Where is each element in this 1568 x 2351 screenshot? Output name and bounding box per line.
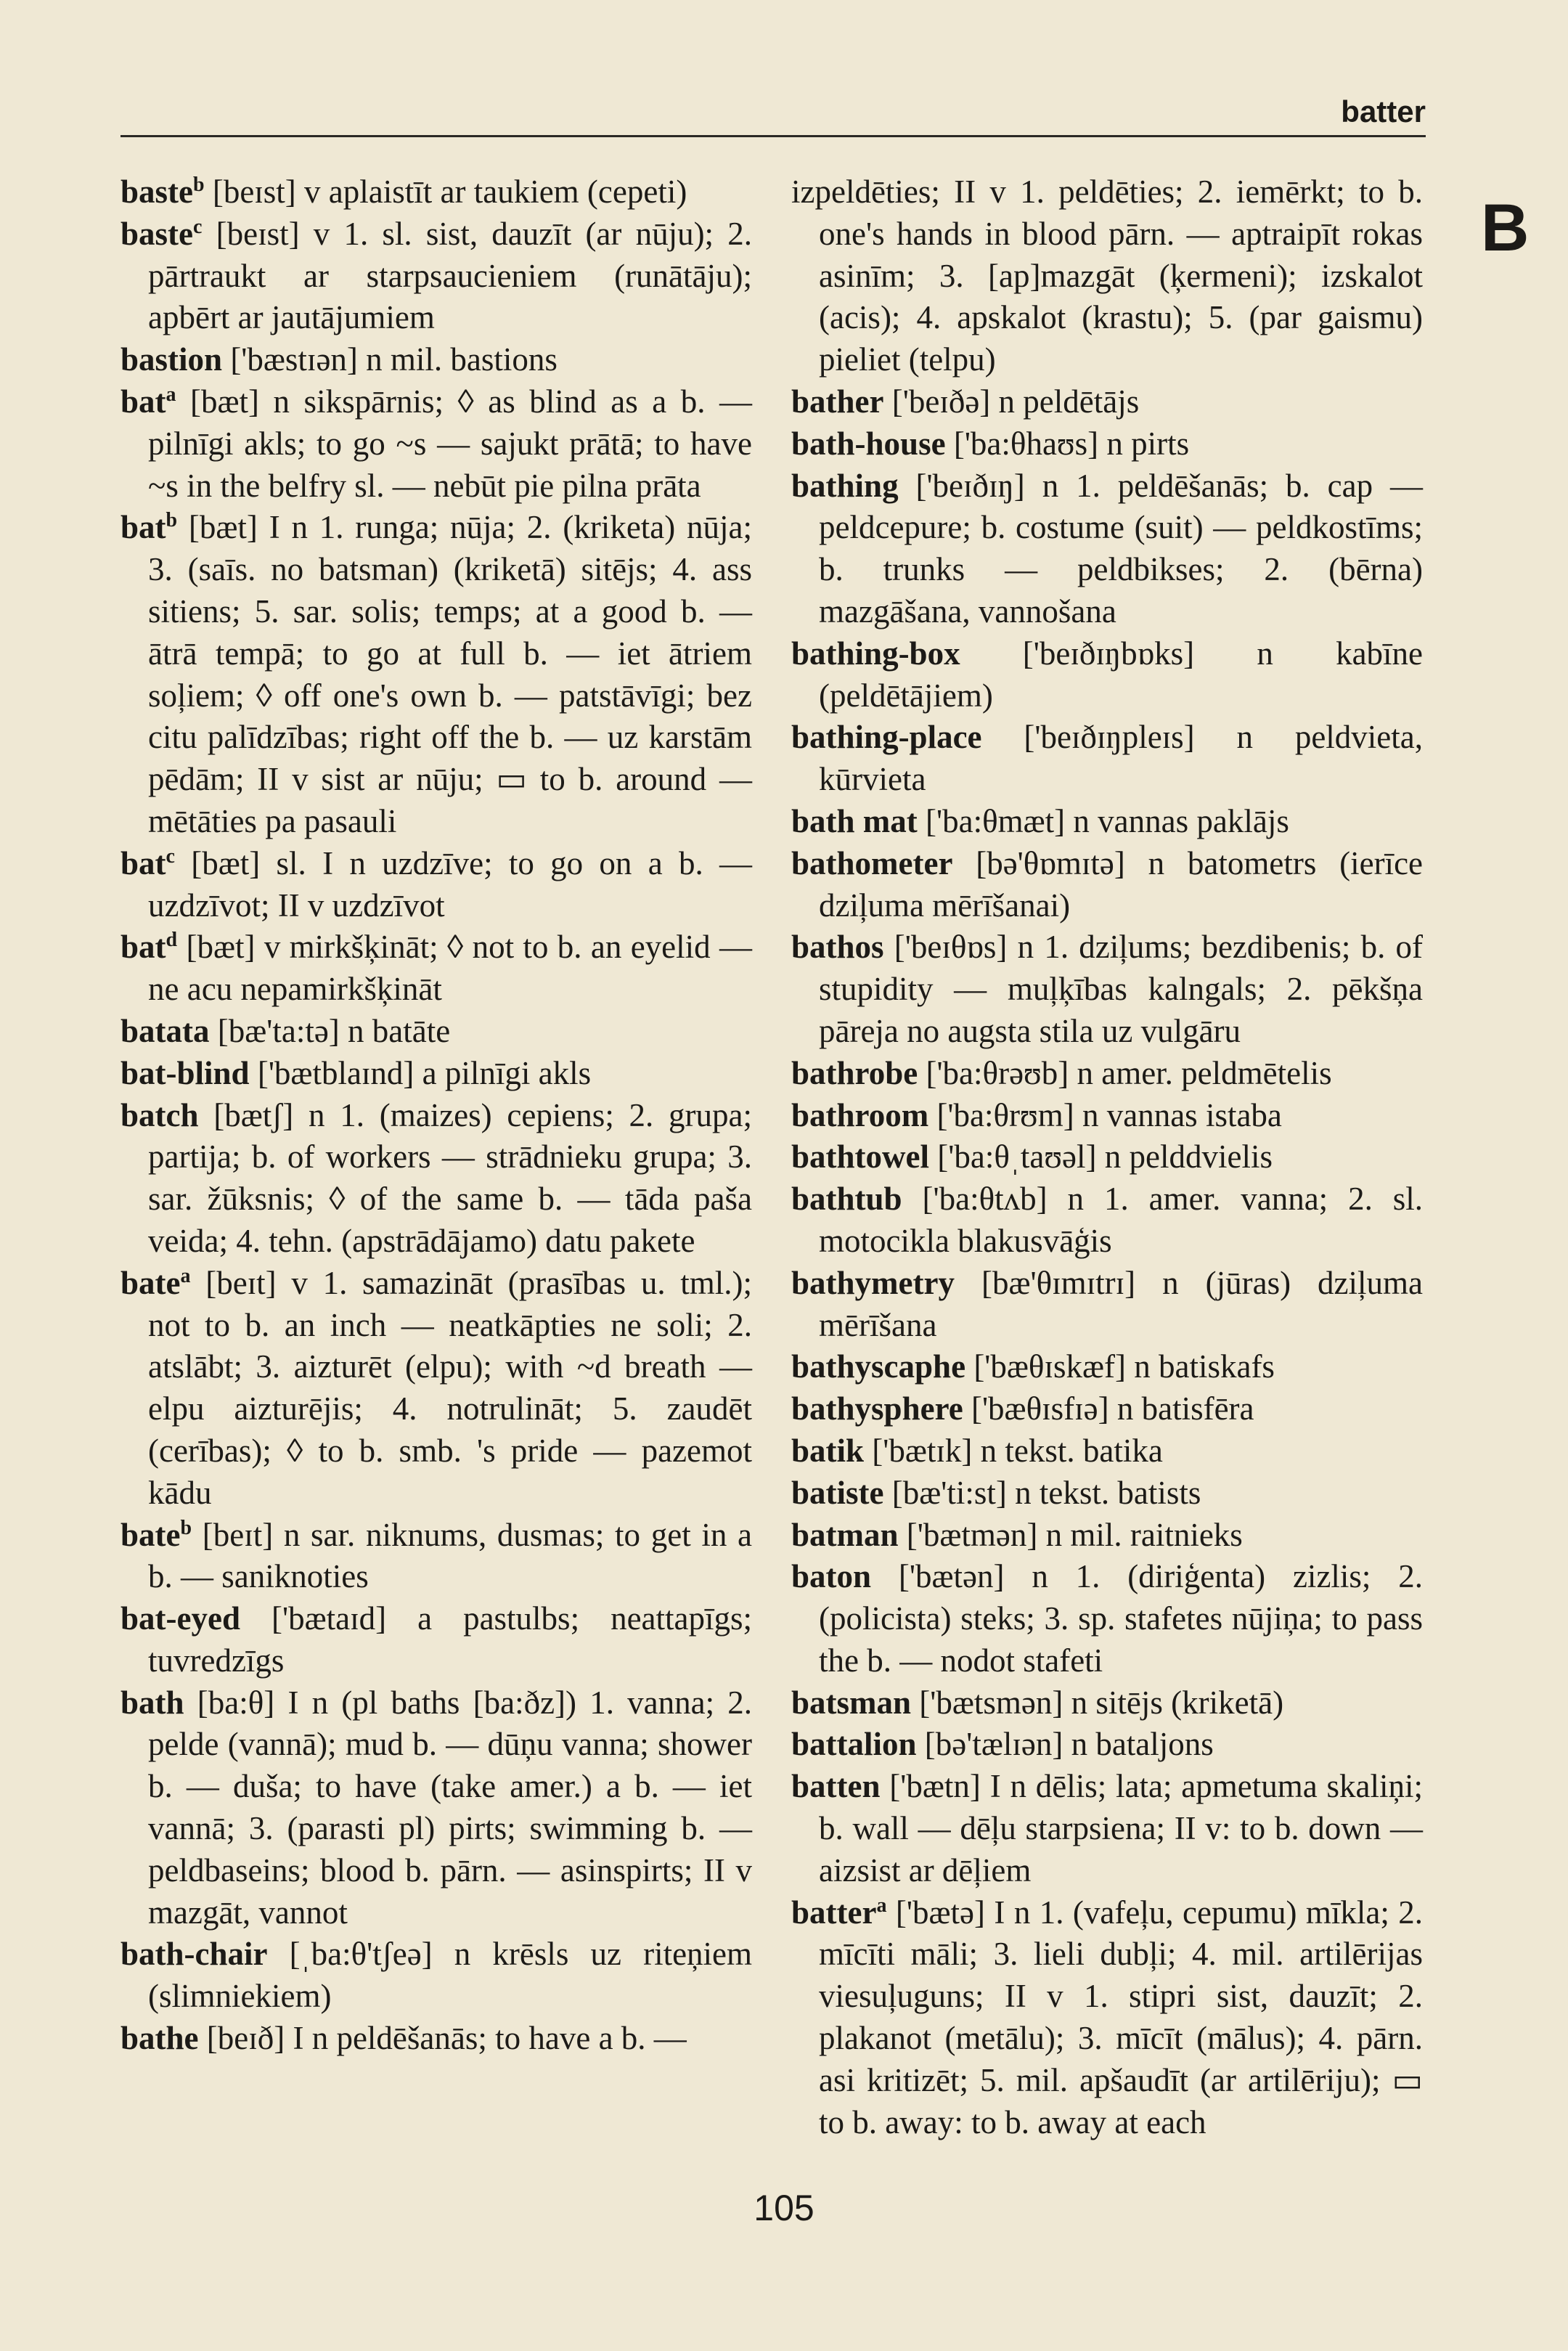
section-letter-tab: B (1481, 191, 1530, 265)
dictionary-entry (791, 633, 1423, 717)
dictionary-entry (121, 1682, 752, 1934)
headword-text: bath (121, 1684, 184, 1721)
entry-definition: n batisfēra (1116, 1390, 1254, 1427)
headword-text: batata (121, 1012, 210, 1049)
headword-text: bathysphere (791, 1390, 963, 1427)
entry-pronunciation: ['bætblaɪnd] (257, 1054, 415, 1091)
headword-text: batman (791, 1516, 899, 1553)
entry-pronunciation: [bæt] (186, 929, 256, 966)
entry-definition: sl. I n uzdzīve; to go on a b. — uzdzīvot; II v uzdzīvot (148, 844, 753, 924)
entry-definition: n batometrs (ierīce dziļuma mērīšanai) (819, 844, 1424, 924)
entry-definition: v mirkšķināt; ◊ not to b. an eyelid — ne acu nepamirkšķināt (148, 929, 753, 1008)
entry-pronunciation: [bə'tælɪən] (924, 1726, 1063, 1763)
headword-text: bathing (791, 467, 899, 504)
entry-definition: n (jūras) dziļuma mērīšana (819, 1264, 1424, 1343)
dictionary-entry (791, 1682, 1423, 1724)
entry-definition: n peldvieta, kūrvieta (819, 719, 1423, 798)
entry-headword (121, 1517, 192, 1553)
entry-pronunciation: ['ba:θrəʊb] (926, 1054, 1069, 1091)
dictionary-entry (121, 171, 752, 213)
entry-headword (791, 1684, 911, 1721)
dictionary-entry (121, 843, 752, 927)
entry-headword (791, 1433, 864, 1469)
headword-text: bathtub (791, 1181, 902, 1218)
headword-text: bathe (121, 2020, 199, 2057)
headword-text: bathing-box (791, 635, 960, 672)
entry-definition: v 1. sl. sist, dauzīt (ar nūju); 2. pārtraukt ar starpsaucieniem (runātāju); apbērt ar jautājumiem (148, 215, 752, 336)
entry-definition: n 1. dziļums; bezdibenis; b. of stupidity — muļķības kalngals; 2. pēkšņa pāreja no augsta stila uz vulgāru (819, 929, 1424, 1049)
entry-headword (791, 468, 899, 504)
entry-pronunciation: [bæt] (188, 509, 258, 546)
headword-text: bate (121, 1516, 181, 1553)
entry-pronunciation: ['beɪðə] (891, 383, 991, 420)
headword-text: bate (121, 1264, 181, 1301)
entry-headword (791, 929, 884, 965)
entry-headword (791, 803, 918, 839)
dictionary-entry (791, 1095, 1423, 1137)
entry-definition: n mil. raitnieks (1045, 1516, 1243, 1553)
entry-pronunciation: ['bætə] (895, 1894, 985, 1931)
headword-text: bathrobe (791, 1054, 918, 1091)
dictionary-entry (121, 339, 752, 381)
headword-text: bat (121, 844, 166, 881)
dictionary-entry (791, 1556, 1423, 1682)
entry-pronunciation: [bæt] (190, 383, 260, 420)
headword-text: batten (791, 1768, 881, 1805)
entry-headword (791, 1265, 955, 1301)
homonym-superscript: a (166, 383, 176, 406)
dictionary-entry (791, 465, 1423, 633)
entry-headword (791, 1181, 902, 1217)
dictionary-entry (791, 1136, 1423, 1178)
entry-headword (791, 1768, 881, 1804)
entry-definition: n batiskafs (1134, 1348, 1275, 1385)
running-head (121, 86, 1426, 137)
entry-pronunciation: ['beɪðɪŋ] (915, 467, 1025, 504)
homonym-superscript: b (193, 174, 205, 196)
entry-definition: n tekst. batists (1015, 1474, 1201, 1511)
entry-definition: I n (pl baths [ba:ðz]) 1. vanna; 2. pelde (vannā); mud b. — dūņu vanna; shower b. — duša; to have (take amer.) a b. — iet vannā; 3. (parasti pl) pirts; swimming b. — peldbaseins; blood b. pārn. — asinspirts; II v mazgāt, vannot (148, 1684, 753, 1931)
dictionary-entry (121, 1095, 752, 1263)
entry-definition: n pelddvielis (1104, 1138, 1273, 1176)
entry-headword (791, 1390, 963, 1427)
entry-definition: n 1. (maizes) cepiens; 2. grupa; partija; b. of workers — strādnieku grupa; 3. sar. žūksnis; ◊ of the same b. — tāda paša veida; 4. tehn. (apstrādājamo) datu pakete (148, 1096, 753, 1259)
dictionary-entry (121, 1515, 752, 1599)
entry-pronunciation: ['ba:θmæt] (926, 802, 1066, 839)
entry-headword (121, 1936, 268, 1972)
entry-pronunciation: ['bæθɪskæf] (973, 1348, 1126, 1385)
entry-headword (791, 425, 946, 462)
headword-text: bat (121, 509, 166, 546)
dictionary-entry (791, 1472, 1423, 1515)
headword-text: bathyscaphe (791, 1348, 966, 1385)
entry-pronunciation: ['bætɪk] (872, 1432, 973, 1469)
entry-pronunciation: [bæ'ta:tə] (217, 1012, 340, 1049)
entry-pronunciation: ['bætsmən] (919, 1684, 1063, 1721)
entry-headword (121, 1684, 184, 1721)
right-column (791, 171, 1423, 2143)
entry-definition: n sitējs (kriketā) (1071, 1684, 1284, 1721)
left-column (121, 171, 752, 2060)
headword-text: bath mat (791, 802, 918, 839)
dictionary-entry (791, 1263, 1423, 1347)
entry-pronunciation: [beɪt] (205, 1264, 277, 1301)
entry-pronunciation: [bæ'θɪmɪtrɪ] (981, 1264, 1136, 1301)
entry-pronunciation: [ˌba:θ'tʃeə] (289, 1936, 433, 1973)
entry-headword (121, 174, 205, 210)
entry-headword (791, 1055, 918, 1091)
entry-definition: n tekst. batika (980, 1432, 1163, 1469)
entry-headword (121, 1265, 191, 1301)
homonym-superscript: a (876, 1894, 887, 1917)
headword-text: baton (791, 1558, 872, 1595)
entry-headword (791, 1517, 899, 1553)
entry-pronunciation: ['ba:θhaʊs] (953, 425, 1099, 462)
headword-text: bat (121, 383, 166, 420)
headword-text: bathtowel (791, 1138, 929, 1176)
entry-headword (121, 509, 177, 545)
dictionary-entry (791, 1892, 1423, 2144)
dictionary-entry (791, 926, 1423, 1052)
entry-definition: n batāte (348, 1012, 451, 1049)
entry-headword (121, 216, 202, 252)
entry-headword (791, 719, 982, 755)
headword-text: bat-blind (121, 1054, 250, 1091)
entry-headword (791, 635, 960, 672)
entry-pronunciation: ['beɪθɒs] (894, 929, 1008, 966)
homonym-superscript: b (180, 1516, 192, 1539)
dictionary-entry (791, 801, 1423, 843)
entry-definition: I n 1. runga; nūja; 2. (kriketa) nūja; 3. (saīs. no batsman) (kriketā) sitējs; 4. ass sitiens; 5. sar. solis; temps; at a good b. — ātrā tempā; to go at full b. — iet ātriem soļiem; ◊ off one's own b. — patstāvīgi; bez citu palīdzības; right off the b. — uz karstām pēdām; II v sist ar nūju; ▭ to b. around — mētāties pa pasauli (148, 509, 753, 839)
entry-headword (121, 1013, 210, 1049)
dictionary-entry (791, 1053, 1423, 1095)
entry-pronunciation: [bæt] (191, 844, 261, 881)
homonym-superscript: c (166, 844, 175, 868)
running-head-word: batter (1341, 94, 1426, 129)
entry-definition: n pirts (1106, 425, 1190, 462)
entry-definition: n mil. bastions (366, 341, 558, 378)
dictionary-entry (791, 171, 1423, 381)
entry-definition: v aplaistīt ar taukiem (cepeti) (304, 174, 687, 210)
entry-pronunciation: ['bæstɪən] (230, 341, 358, 378)
entry-pronunciation: ['bætən] (898, 1558, 1005, 1595)
headword-text: batik (791, 1432, 865, 1469)
entry-definition: I n 1. (vafeļu, cepumu) mīkla; 2. mīcīti māli; 3. lieli dubļi; 4. mil. artilērijas viesuļuguns; II v 1. stipri sist, dauzīt; 2. plakanot (metālu); 3. mīcīt (mālus); 4. pārn. asi kritizēt; 5. mil. apšaudīt (ar artilēriju); ▭ to b. away: to b. away at each (819, 1894, 1424, 2140)
page-number: 105 (754, 2188, 814, 2228)
entry-definition: n bataljons (1071, 1726, 1214, 1763)
headword-text: bathometer (791, 844, 953, 881)
entry-headword (121, 1097, 199, 1133)
entry-definition: n 1. peldēšanās; b. cap — peldcepure; b. costume (suit) — peldkostīms; b. trunks — peldbikses; 2. (bērna) mazgāšana, vannošana (819, 467, 1423, 629)
entry-headword (791, 1348, 965, 1385)
entry-headword (791, 383, 884, 420)
entry-pronunciation: ['beɪðɪŋbɒks] (1022, 635, 1195, 672)
entry-definition: n amer. peldmētelis (1077, 1054, 1332, 1091)
dictionary-entry (791, 1724, 1423, 1766)
dictionary-entry (121, 1053, 752, 1095)
dictionary-entry (791, 843, 1423, 927)
entry-headword (121, 1600, 240, 1637)
entry-pronunciation: ['bætn] (889, 1768, 981, 1805)
headword-text: baste (121, 174, 193, 210)
entry-definition: I n dēlis; lata; apmetuma skaliņi; b. wall — dēļu starpsiena; II v: to b. down — aizsist ar dēļiem (819, 1768, 1424, 1888)
headword-text: battalion (791, 1726, 917, 1763)
dictionary-entry (121, 1598, 752, 1682)
entry-definition: a pastulbs; neattapīgs; tuvredzīgs (148, 1600, 753, 1679)
entry-headword (791, 1138, 929, 1175)
entry-pronunciation: [bə'θɒmɪtə] (976, 844, 1125, 881)
entry-pronunciation: [ba:θ] (197, 1684, 275, 1721)
entry-pronunciation: ['ba:θˌtaʊəl] (937, 1138, 1097, 1176)
headword-text: baste (121, 215, 193, 252)
dictionary-entry (121, 507, 752, 842)
entry-pronunciation: [beɪð] (206, 2020, 285, 2057)
entry-definition: a pilnīgi akls (422, 1054, 592, 1091)
entry-headword (121, 383, 176, 420)
homonym-superscript: b (166, 509, 178, 532)
entry-definition: n peldētājs (998, 383, 1140, 420)
entry-definition: n sar. niknums, dusmas; to get in a b. — saniknoties (148, 1516, 753, 1595)
entry-headword (791, 845, 952, 881)
dictionary-entry (121, 1263, 752, 1515)
entry-pronunciation: ['bætaɪd] (271, 1600, 387, 1637)
dictionary-entry (791, 1346, 1423, 1388)
entry-pronunciation: ['bæθɪsfɪə] (971, 1390, 1109, 1427)
dictionary-entry (121, 926, 752, 1011)
entry-headword (121, 341, 222, 378)
entry-definition: n 1. (diriģenta) zizlis; 2. (policista) steks; 3. sp. stafetes nūjiņa; to pass the b. — nodot stafeti (819, 1558, 1424, 1679)
headword-text: bathos (791, 929, 884, 966)
dictionary-entry (791, 1430, 1423, 1472)
headword-text: batter (791, 1894, 877, 1931)
entry-pronunciation: [bætʃ] (213, 1096, 294, 1133)
headword-text: bat-eyed (121, 1600, 240, 1637)
dictionary-entry (791, 1766, 1423, 1891)
dictionary-entry (121, 381, 752, 507)
dictionary-entry (791, 1515, 1423, 1557)
headword-text: bathroom (791, 1096, 929, 1133)
headword-text: batsman (791, 1684, 912, 1721)
dictionary-entry (791, 717, 1423, 801)
headword-text: batch (121, 1096, 199, 1133)
entry-definition: n krēsls uz riteņiem (slimniekiem) (148, 1936, 753, 2015)
entry-headword (121, 2020, 199, 2056)
headword-text: bath-house (791, 425, 946, 462)
entry-pronunciation: [beɪt] (202, 1516, 274, 1553)
headword-text: bath-chair (121, 1936, 268, 1973)
homonym-superscript: c (193, 215, 203, 238)
entry-headword (791, 1097, 928, 1133)
entry-pronunciation: ['bætmən] (906, 1516, 1038, 1553)
headword-text: batiste (791, 1474, 884, 1511)
dictionary-entry (791, 1178, 1423, 1263)
entry-definition: n vannas paklājs (1073, 802, 1289, 839)
headword-text: bastion (121, 341, 223, 378)
entry-definition: v 1. samazināt (prasības u. tml.); not to b. an inch — neatkāpties ne soli; 2. atslābt; 3. aizturēt (elpu); with ~d breath — elpu aizturējis; 4. notrulināt; 5. zaudēt (cerības); ◊ to b. smb. 's pride — pazemot kādu (148, 1264, 753, 1511)
entry-headword (121, 1055, 250, 1091)
entry-headword (121, 845, 175, 881)
entry-definition: izpeldēties; II v 1. peldēties; 2. iemērkt; to b. one's hands in blood pārn. — aptraipīt rokas asinīm; 3. [ap]mazgāt (ķermeni); izskalot (acis); 4. apskalot (krastu); 5. (par gaismu) pieliet (telpu) (791, 174, 1423, 378)
entry-headword (791, 1894, 886, 1931)
dictionary-entry (121, 2018, 752, 2060)
homonym-superscript: a (180, 1264, 191, 1287)
entry-definition: I n peldēšanās; to have a b. — (293, 2020, 687, 2057)
entry-definition: n kabīne (peldētājiem) (819, 635, 1424, 714)
homonym-superscript: d (166, 929, 178, 952)
dictionary-entry (791, 381, 1423, 423)
dictionary-entry (121, 1011, 752, 1053)
entry-definition: n vannas istaba (1082, 1096, 1282, 1133)
entry-pronunciation: [beɪst] (216, 215, 300, 252)
headword-text: bat (121, 929, 166, 966)
headword-text: bather (791, 383, 884, 420)
entry-pronunciation: ['beɪðɪŋpleɪs] (1024, 719, 1195, 756)
dictionary-entry (121, 1934, 752, 2018)
dictionary-entry (791, 423, 1423, 465)
entry-definition: n 1. amer. vanna; 2. sl. motocikla blakusvāģis (819, 1181, 1424, 1259)
entry-headword (791, 1475, 884, 1511)
dictionary-entry (121, 213, 752, 339)
headword-text: bathing-place (791, 719, 982, 756)
entry-definition: n sikspārnis; ◊ as blind as a b. — pilnīgi akls; to go ~s — sajukt prātā; to have ~s in the belfry sl. — nebūt pie pilna prāta (148, 383, 753, 504)
entry-pronunciation: ['ba:θtʌb] (922, 1181, 1048, 1218)
entry-headword (791, 1726, 917, 1762)
dictionary-entry (791, 1388, 1423, 1430)
entry-pronunciation: [bæ'ti:st] (891, 1474, 1007, 1511)
entry-headword (791, 1558, 871, 1594)
entry-pronunciation: ['ba:θrʊm] (936, 1096, 1074, 1133)
entry-headword (121, 929, 177, 965)
headword-text: bathymetry (791, 1264, 955, 1301)
entry-pronunciation: [beɪst] (212, 174, 296, 210)
